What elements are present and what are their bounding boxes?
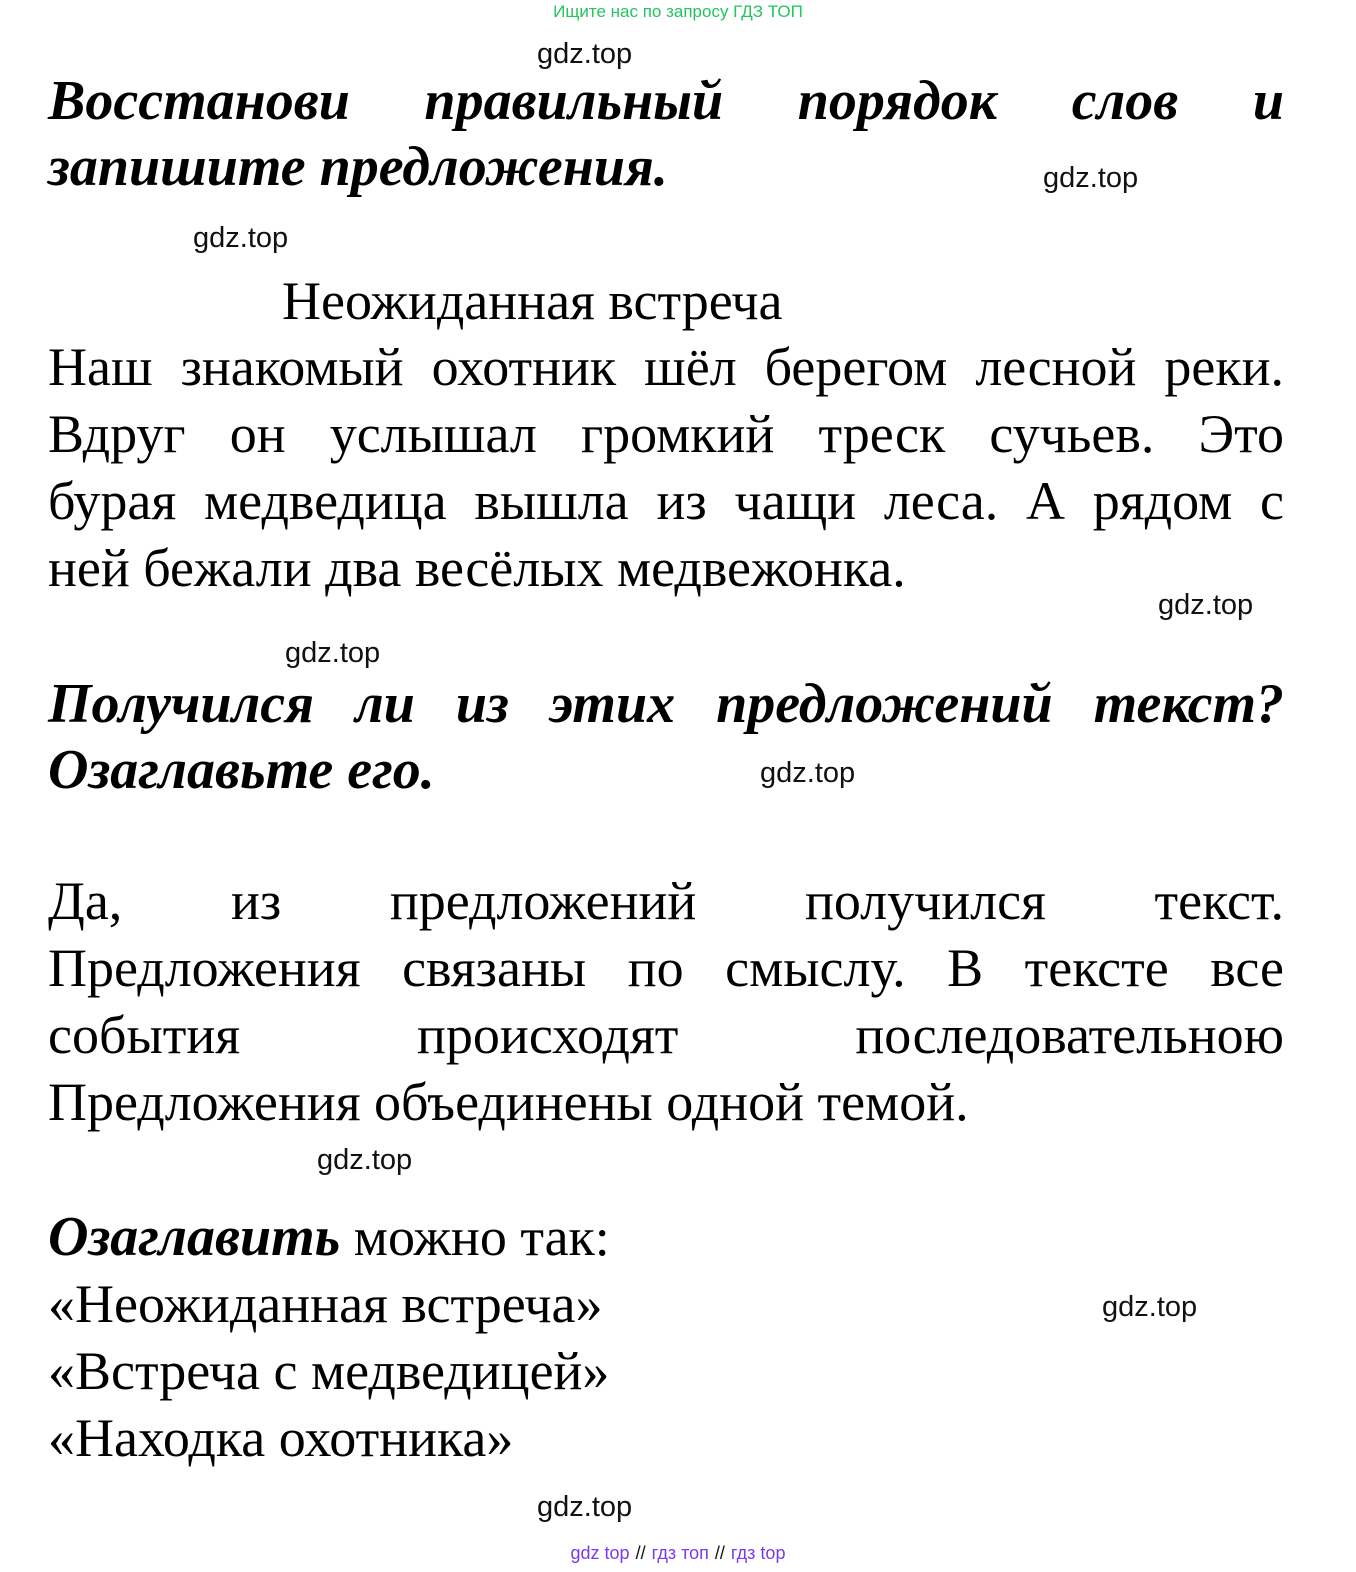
footer-link-gdz-top-ru[interactable]: гдз топ (651, 1543, 709, 1563)
title-options (48, 1204, 1048, 1472)
watermark: gdz.top (760, 757, 856, 789)
answer-line: Да, из предложений получился текст. (48, 871, 1284, 931)
task-question-line: Озаглавьте его. (48, 739, 435, 801)
footer-separator: // (714, 1543, 725, 1563)
title-options-lead (48, 1204, 1048, 1271)
story-title: Неожиданная встреча (282, 271, 783, 331)
story-line: бурая медведица вышла из чащи леса. А рядом с (48, 471, 1284, 531)
footer-links (0, 1540, 1356, 1566)
watermark: gdz.top (537, 1491, 633, 1523)
watermark: gdz.top (317, 1144, 413, 1176)
answer-line: события происходят последовательною (48, 1005, 1284, 1065)
title-option: «Находка охотника» (48, 1408, 514, 1468)
footer-link-gdz-top[interactable]: gdz top (570, 1543, 630, 1563)
watermark: gdz.top (285, 637, 381, 669)
footer-link-gdz-top-mixed[interactable]: гдз top (730, 1543, 786, 1563)
watermark: gdz.top (1102, 1291, 1198, 1323)
search-hint-banner: Ищите нас по запросу ГДЗ ТОП (553, 2, 803, 21)
answer-line: Предложения объединены одной темой. (48, 1072, 969, 1132)
answer-paragraph (48, 868, 1284, 1136)
answer-line: Предложения связаны по смыслу. В тексте все (48, 938, 1284, 998)
title-options-lead-rest: можно так: (340, 1207, 610, 1267)
story-line: ней бежали два весёлых медвежонка. (48, 538, 906, 598)
task-instruction (48, 68, 1284, 200)
title-option: «Неожиданная встреча» (48, 1274, 603, 1334)
task-question (48, 671, 1284, 803)
task-instruction-line: Восстанови правильный порядок слов и (48, 70, 1284, 132)
title-option: «Встреча с медведицей» (48, 1341, 610, 1401)
title-options-lead-bold: Озаглавить (48, 1206, 341, 1268)
watermark: gdz.top (1043, 162, 1139, 194)
watermark: gdz.top (1158, 589, 1254, 621)
watermark: gdz.top (193, 222, 289, 254)
story-line: Наш знакомый охотник шёл берегом лесной реки. (48, 337, 1284, 397)
watermark: gdz.top (537, 38, 633, 70)
story-paragraph (48, 334, 1284, 602)
task-question-line: Получился ли из этих предложений текст? (48, 673, 1284, 735)
story-line: Вдруг он услышал громкий треск сучьев. Это (48, 404, 1284, 464)
task-instruction-line: запишите предложения. (48, 136, 668, 198)
footer-separator: // (635, 1543, 646, 1563)
